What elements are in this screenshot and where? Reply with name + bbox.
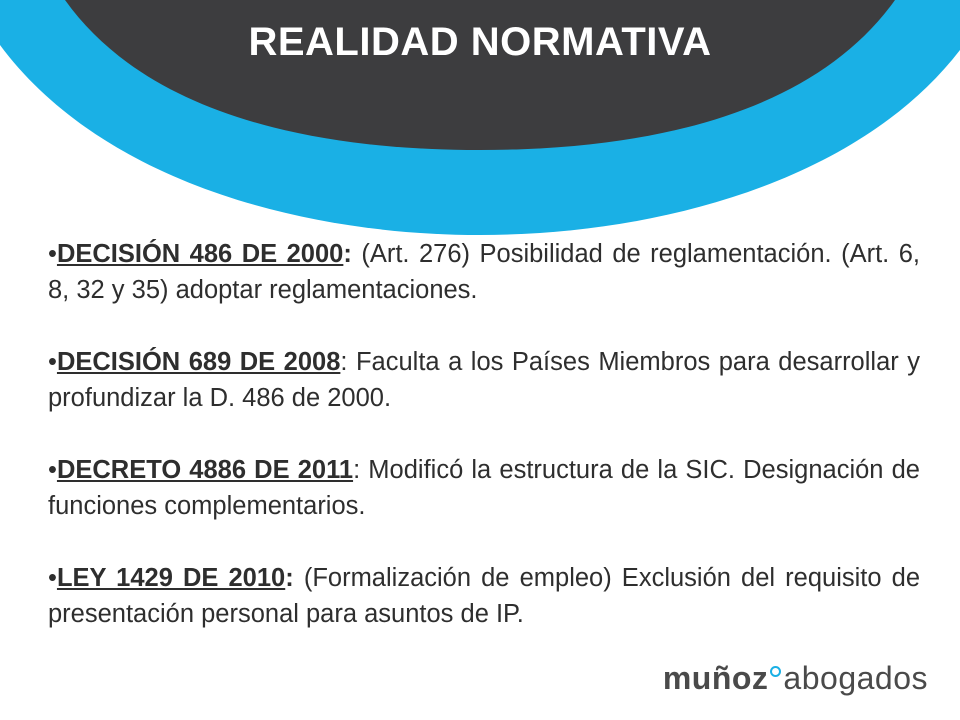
bullet-text: Modificó la estructura de la SIC. Designación de funciones complementarios. — [48, 456, 920, 520]
bullet-item — [48, 452, 920, 524]
bullet-term: DECISIÓN 689 DE 2008 — [56, 348, 341, 376]
bullet-item — [48, 560, 920, 632]
bullet-term: LEY 1429 DE 2010 — [56, 564, 286, 592]
slide-title: REALIDAD NORMATIVA — [248, 20, 712, 64]
bullet-item — [48, 236, 920, 308]
company-logo — [663, 660, 928, 697]
bullet-marker: • — [48, 564, 57, 592]
bullet-marker: • — [48, 240, 57, 268]
bullet-list — [48, 236, 920, 632]
ring-icon — [770, 666, 781, 677]
bullet-separator: : — [353, 456, 361, 484]
bullet-separator: : — [343, 240, 352, 268]
bullet-separator: : — [285, 564, 294, 592]
bullet-term: DECRETO 4886 DE 2011 — [56, 456, 354, 484]
bullet-text: Faculta a los Países Miembros para desarrollar y profundizar la D. 486 de 2000. — [48, 348, 920, 412]
bullet-separator: : — [340, 348, 348, 376]
bullet-term: DECISIÓN 486 DE 2000 — [56, 240, 344, 268]
bullet-item — [48, 344, 920, 416]
bullet-text: (Formalización de empleo) Exclusión del requisito de presentación personal para asuntos de IP. — [48, 564, 921, 628]
bullet-marker: • — [48, 348, 57, 376]
logo-text-secondary: abogados — [783, 660, 928, 696]
bullet-text: (Art. 276) Posibilidad de reglamentación. (Art. 6, 8, 32 y 35) adoptar reglamentaciones. — [48, 240, 920, 304]
bullet-marker: • — [48, 456, 57, 484]
logo-text-primary: muñoz — [662, 660, 769, 696]
